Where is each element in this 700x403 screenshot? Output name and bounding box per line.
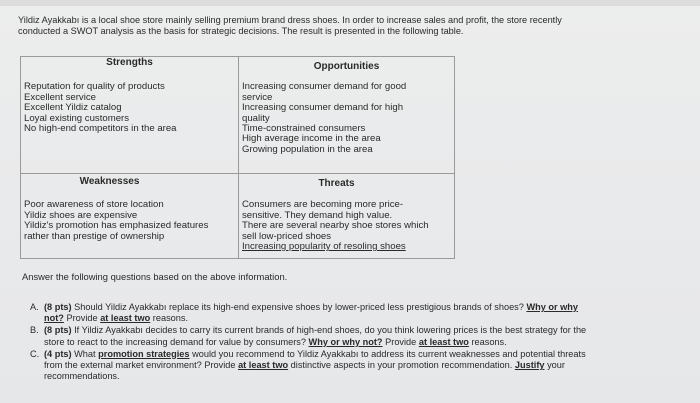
question-text-part: store to react to the increasing demand for value by consumers?	[44, 336, 306, 347]
opportunity-item: Increasing consumer demand for high	[242, 102, 404, 114]
question-emphasis: at least two	[418, 336, 469, 347]
question-letter: B.	[30, 325, 39, 336]
swot-table	[20, 56, 455, 259]
opportunity-item: High average income in the area	[242, 133, 381, 145]
opportunities-cell	[239, 57, 455, 174]
strength-item: No high-end competitors in the area	[24, 123, 177, 135]
question-text-part: from the external market environment? Provide	[44, 360, 236, 371]
question-emphasis: not?	[44, 313, 64, 324]
threat-item: sensitive. They demand high value.	[242, 209, 393, 221]
opportunities-heading: Opportunities	[313, 61, 380, 72]
question-emphasis: Justify	[514, 360, 545, 371]
weaknesses-cell	[21, 174, 239, 259]
swot-row-top	[21, 57, 455, 174]
strengths-heading: Strengths	[106, 57, 153, 68]
question-letter: A.	[30, 302, 39, 312]
question-emphasis: promotion strategies	[98, 348, 190, 359]
threats-cell	[239, 174, 455, 259]
opportunities-list	[242, 82, 451, 155]
swot-row-bottom	[21, 174, 455, 259]
threat-item: There are several nearby shoe stores which	[242, 220, 429, 232]
strengths-list	[24, 82, 235, 134]
question-letter: C.	[30, 348, 40, 359]
answer-instruction: Answer the following questions based on the above information.	[22, 271, 288, 282]
question-b	[30, 325, 670, 348]
intro-paragraph	[18, 15, 688, 37]
weaknesses-list	[24, 200, 235, 242]
question-text	[44, 302, 670, 325]
opportunity-item: Increasing consumer demand for good	[242, 81, 407, 93]
cropped-top-edge	[0, 0, 700, 6]
question-points: (8 pts)	[44, 325, 72, 336]
weakness-item: Yildiz shoes are expensive	[24, 209, 138, 221]
question-text	[44, 349, 670, 383]
question-text-part: Should Yildiz Ayakkabı replace its high-end expensive shoes by lower-priced less prestigious brands of shoes?	[74, 302, 524, 312]
strength-item: Excellent service	[24, 91, 96, 103]
threat-item: sell low-priced shoes	[242, 230, 332, 242]
question-text-part: Provide	[385, 336, 417, 347]
opportunity-item: service	[242, 91, 273, 103]
question-emphasis: Why or why	[526, 302, 579, 312]
threats-list	[242, 200, 451, 252]
weakness-item: Yildiz's promotion has emphasized features	[24, 220, 209, 232]
question-text-part: What	[74, 348, 96, 359]
opportunity-item: Time-constrained consumers	[242, 123, 366, 135]
question-text-part: reasons.	[152, 313, 189, 324]
question-text-part: distinctive aspects in your promotion recommendation.	[290, 360, 513, 371]
question-text-part: would you recommend to Yildiz Ayakkabı to address its current weaknesses and potential threats	[192, 348, 586, 359]
question-text-part: Provide	[66, 313, 98, 324]
question-text-part: recommendations.	[44, 371, 120, 382]
strengths-cell	[21, 57, 239, 174]
intro-line-1: Yildiz Ayakkabı is a local shoe store mainly selling premium brand dress shoes. In order to increase sales and profit, the store recently	[18, 15, 562, 25]
weakness-item: rather than prestige of ownership	[24, 230, 165, 242]
opportunity-item: Growing population in the area	[242, 143, 373, 155]
question-emphasis: at least two	[100, 313, 151, 324]
question-text-part: your	[547, 360, 565, 371]
threat-item: Increasing popularity of resoling shoes	[242, 241, 406, 253]
question-c	[30, 349, 670, 383]
question-a	[30, 302, 670, 325]
question-list	[30, 302, 670, 383]
weaknesses-heading: Weaknesses	[79, 176, 140, 187]
threat-item: Consumers are becoming more price-	[242, 199, 404, 211]
weakness-item: Poor awareness of store location	[24, 199, 164, 211]
intro-line-2: conducted a SWOT analysis as the basis for strategic decisions. The result is presented in the following table.	[18, 26, 464, 36]
threats-heading: Threats	[318, 178, 355, 189]
question-text	[44, 325, 670, 348]
question-text-part: If Yildiz Ayakkabı decides to carry its current brands of high-end shoes, do you think lowering prices is the best strategy for the	[74, 325, 587, 336]
opportunity-item: quality	[242, 112, 270, 124]
question-emphasis: Why or why not?	[308, 336, 383, 347]
question-points: (4 pts)	[44, 348, 72, 359]
strength-item: Loyal existing customers	[24, 112, 130, 124]
strength-item: Excellent Yildiz catalog	[24, 102, 122, 114]
question-emphasis: at least two	[238, 360, 289, 371]
question-points: (8 pts)	[44, 302, 72, 312]
strength-item: Reputation for quality of products	[24, 81, 165, 93]
question-text-part: reasons.	[471, 336, 507, 347]
